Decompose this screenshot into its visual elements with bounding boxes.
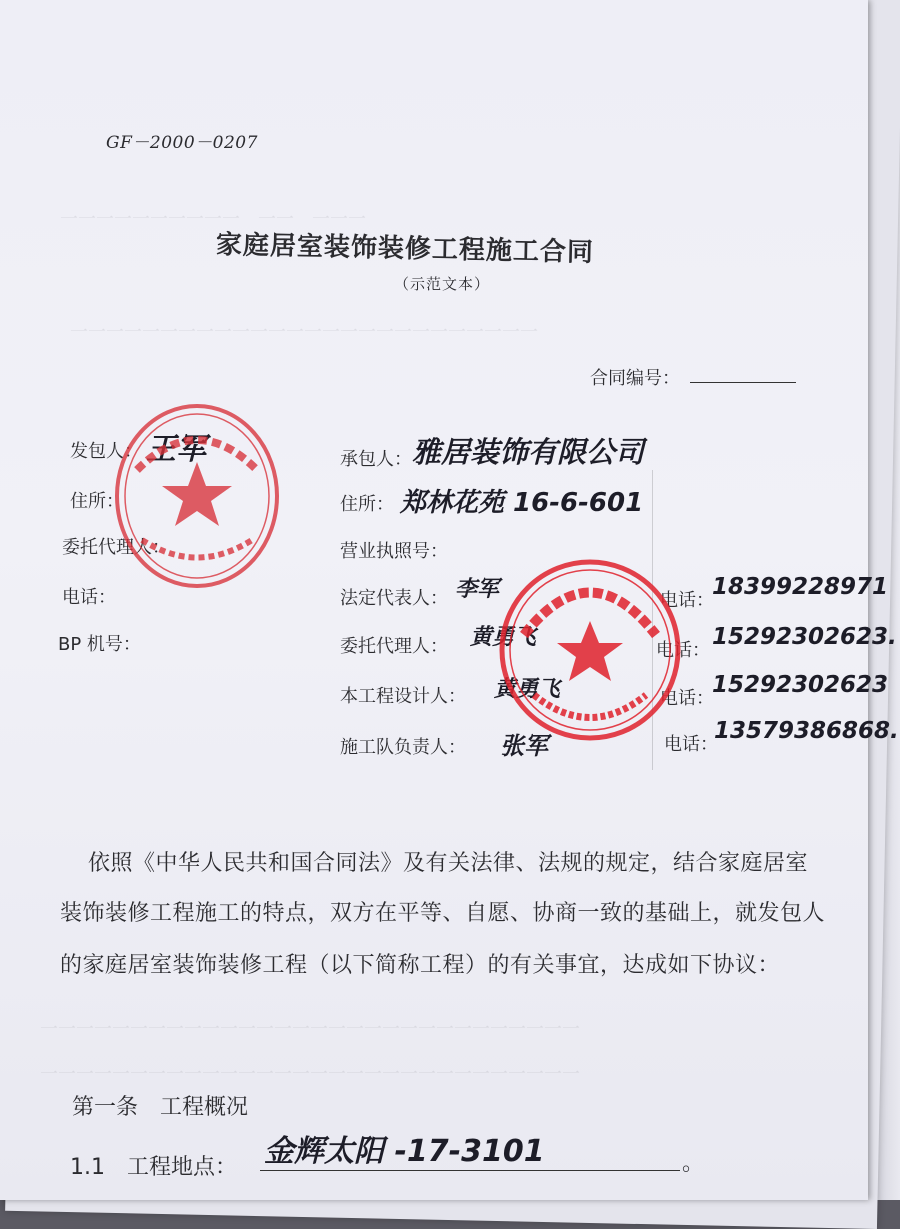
contract-number-label: 合同编号：: [590, 368, 680, 389]
preamble-line-3: 的家庭居室装饰装修工程（以下简称工程）的有关事宜，达成如下协议：: [60, 953, 781, 978]
page-title: 家庭居室装饰装修工程施工合同: [215, 230, 595, 268]
contract-number-field: [690, 382, 796, 383]
contractor-seal: [496, 555, 684, 745]
contractor-address-value: 郑林花苑 16-6-601: [400, 488, 644, 518]
legal-rep-value: 李军: [455, 577, 500, 602]
contractor-agent-phone-value: 15292302623.: [712, 624, 897, 650]
page-subtitle: （示范文本）: [394, 275, 491, 293]
bleed-through-text: 一一一一一一一一一一一一一一一一一一一一一一一一一一: [70, 322, 538, 343]
preamble-line-1: 依照《中华人民共和国合同法》及有关法律、法规的规定，结合家庭居室: [88, 851, 809, 876]
team-lead-label: 施工队负责人：: [340, 737, 466, 758]
standard-code: GF－2000－0207: [106, 133, 258, 153]
team-lead-phone-label: 电话：: [664, 734, 718, 755]
team-lead-phone-value: 13579386868.: [714, 718, 899, 744]
legal-rep-phone-label: 电话：: [660, 590, 714, 611]
employer-phone-label: 电话：: [62, 587, 116, 608]
item-1-1-end: 。: [682, 1151, 705, 1176]
employer-label: 发包人：: [70, 441, 142, 462]
employer-bp-label: BP 机号：: [58, 634, 141, 655]
employer-agent-label: 委托代理人：: [62, 537, 170, 558]
contractor-address-label: 住所：: [340, 494, 394, 515]
contractor-agent-label: 委托代理人：: [340, 636, 448, 657]
bleed-through-text: 一一一一一一一一一一 一一 一一一: [60, 209, 366, 230]
legal-rep-phone-value: 18399228971: [712, 574, 889, 600]
team-lead-value: 张军: [500, 732, 548, 760]
designer-phone-label: 电话：: [660, 688, 714, 709]
article-1-heading: 第一条 工程概况: [72, 1095, 249, 1120]
legal-rep-label: 法定代表人：: [340, 588, 448, 609]
item-1-1-label: 1.1 工程地点：: [70, 1155, 237, 1180]
bleed-through-text: 一一一一一一一一一一一一一一一一一一一一一一一一一一一一一一: [40, 1019, 580, 1040]
item-1-1-value: 金辉太阳 -17-3101: [264, 1134, 545, 1169]
contractor-agent-value: 黄勇飞: [470, 625, 537, 650]
designer-value: 黄勇飞: [494, 677, 561, 702]
employer-seal: [112, 400, 282, 592]
employer-address-label: 住所：: [70, 491, 124, 512]
contractor-agent-phone-label: 电话：: [656, 640, 710, 661]
license-number-label: 营业执照号：: [340, 541, 448, 562]
contractor-value: 雅居装饰有限公司: [412, 435, 645, 469]
item-1-1-underline: [260, 1170, 680, 1171]
bleed-through-text: 一一一一一一一一一一一一一一一一一一一一一一一一一一一一一一: [40, 1064, 580, 1085]
preamble-line-2: 装饰装修工程施工的特点，双方在平等、自愿、协商一致的基础上，就发包人: [60, 901, 826, 926]
contractor-label: 承包人：: [340, 449, 412, 470]
employer-signature: 王军: [146, 432, 206, 467]
designer-phone-value: 15292302623: [712, 672, 889, 698]
designer-label: 本工程设计人：: [340, 686, 466, 707]
